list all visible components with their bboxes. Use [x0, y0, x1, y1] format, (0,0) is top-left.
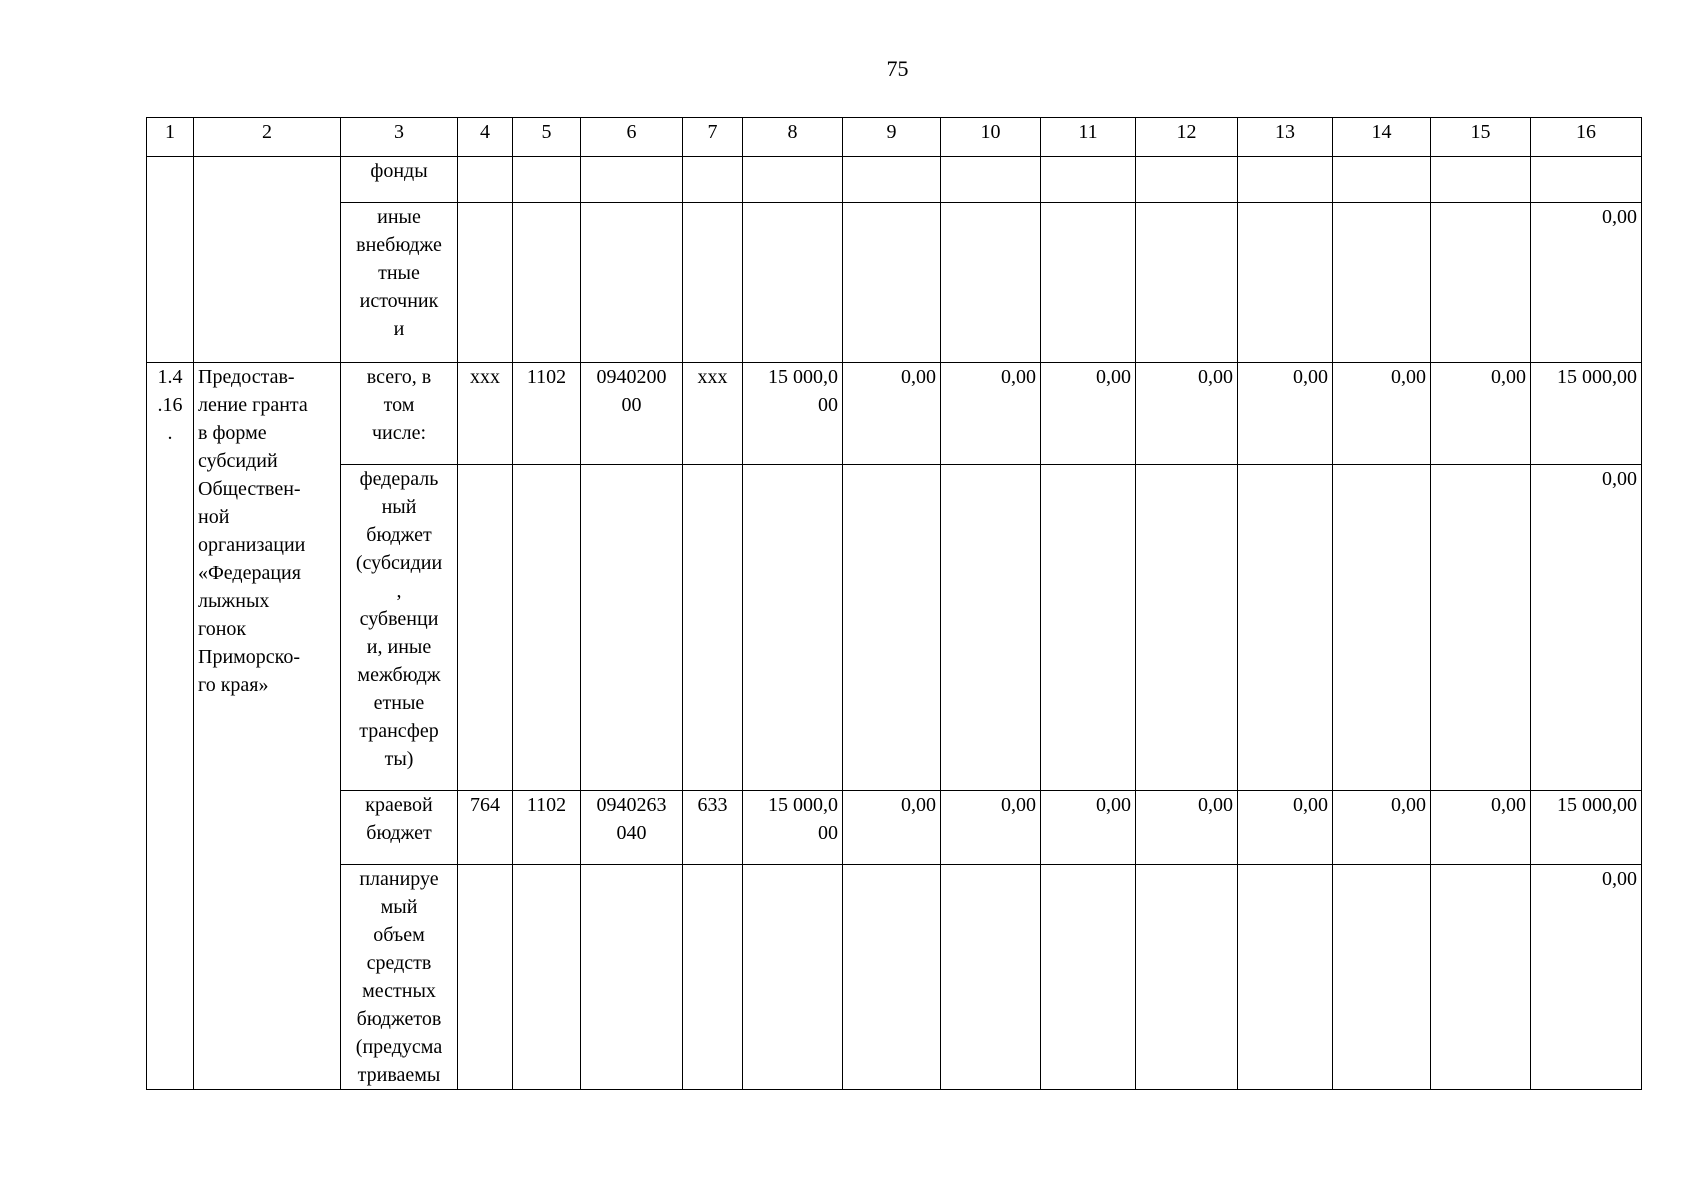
header-cell-2: 2 — [194, 118, 341, 157]
header-cell-7: 7 — [683, 118, 743, 157]
value-cell: 0,00 — [1531, 203, 1642, 363]
header-row — [147, 118, 1642, 157]
header-cell-6: 6 — [581, 118, 683, 157]
value-cell: 0940263 040 — [581, 791, 683, 865]
source-cell: всего, в том числе: — [341, 363, 458, 465]
value-cell: 1102 — [513, 791, 581, 865]
row-name-cell — [194, 157, 341, 363]
header-cell-8: 8 — [743, 118, 843, 157]
value-cell: 633 — [683, 791, 743, 865]
value-cell: 0,00 — [1041, 363, 1136, 465]
value-cell: 0,00 — [1136, 363, 1238, 465]
header-cell-11: 11 — [1041, 118, 1136, 157]
table-row — [147, 865, 1642, 1090]
value-cell: 0,00 — [941, 363, 1041, 465]
table-row — [147, 157, 1642, 203]
value-cell: 15 000,0 00 — [743, 791, 843, 865]
header-cell-13: 13 — [1238, 118, 1333, 157]
source-cell: фонды — [341, 157, 458, 203]
header-cell-9: 9 — [843, 118, 941, 157]
header-cell-3: 3 — [341, 118, 458, 157]
header-cell-1: 1 — [147, 118, 194, 157]
header-cell-15: 15 — [1431, 118, 1531, 157]
header-cell-5: 5 — [513, 118, 581, 157]
value-cell: 0,00 — [843, 791, 941, 865]
page-number: 75 — [886, 56, 909, 81]
table-row — [147, 203, 1642, 363]
value-cell: 0,00 — [1531, 465, 1642, 791]
value-cell: 15 000,00 — [1531, 791, 1642, 865]
value-cell: 0,00 — [941, 791, 1041, 865]
table-row — [147, 791, 1642, 865]
value-cell: 764 — [458, 791, 513, 865]
value-cell: 0,00 — [1136, 791, 1238, 865]
source-cell: краевой бюджет — [341, 791, 458, 865]
source-cell: иные внебюдже тные источник и — [341, 203, 458, 363]
value-cell: 15 000,00 — [1531, 363, 1642, 465]
source-cell: федераль ный бюджет (субсидии , субвенци и, иные межбюдж етные трансфер ты) — [341, 465, 458, 791]
value-cell: 0,00 — [1431, 363, 1531, 465]
value-cell: 0,00 — [1238, 363, 1333, 465]
header-cell-12: 12 — [1136, 118, 1238, 157]
budget-table — [146, 117, 1642, 1090]
header-cell-4: 4 — [458, 118, 513, 157]
value-cell: xxx — [683, 363, 743, 465]
value-cell: 0,00 — [1041, 791, 1136, 865]
value-cell: 15 000,0 00 — [743, 363, 843, 465]
header-cell-14: 14 — [1333, 118, 1431, 157]
value-cell: 1102 — [513, 363, 581, 465]
row-number-cell: 1.4 .16 . — [147, 363, 194, 1090]
value-cell: 0,00 — [843, 363, 941, 465]
row-name-cell: Предостав- ление гранта в форме субсидий Обществен- ной организации «Федерация лыжных гонок Приморско- го края» — [194, 363, 341, 1090]
value-cell: 0,00 — [1431, 791, 1531, 865]
source-cell: планируе мый объем средств местных бюджетов (предусма триваемы — [341, 865, 458, 1090]
table-row — [147, 363, 1642, 465]
value-cell: 0940200 00 — [581, 363, 683, 465]
header-cell-10: 10 — [941, 118, 1041, 157]
table-row — [147, 465, 1642, 791]
value-cell: 0,00 — [1333, 363, 1431, 465]
value-cell: 0,00 — [1238, 791, 1333, 865]
header-cell-16: 16 — [1531, 118, 1642, 157]
value-cell: 0,00 — [1333, 791, 1431, 865]
row-number-cell — [147, 157, 194, 363]
value-cell: 0,00 — [1531, 865, 1642, 1090]
value-cell: xxx — [458, 363, 513, 465]
